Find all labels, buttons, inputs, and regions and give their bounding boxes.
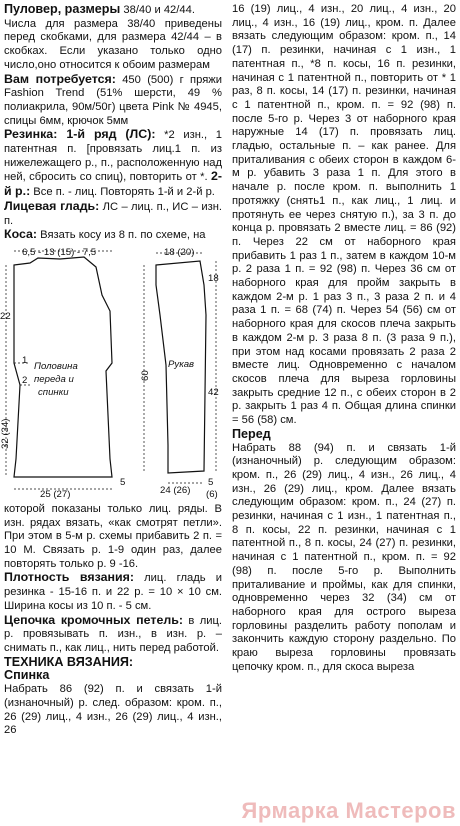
sleeve-label: Рукав [168, 358, 195, 370]
edge-text: в лиц. р. провязывать п. изн., в изн. р. – снимать п., как лиц., нить перед работой. [4, 614, 222, 654]
edge-paragraph [4, 614, 222, 656]
body-top-dims: 6,5 - 13 (15) - 7,5 [22, 246, 97, 258]
sleeve-dim-height: 60 [140, 370, 151, 381]
stockinette-paragraph [4, 200, 222, 228]
body-label-line1: Половина [34, 360, 78, 372]
stockinette-text: ЛС – лиц. п., ИС – изн. п. [4, 200, 222, 227]
schematic-drawing [0, 245, 228, 499]
sleeve-dim-top: 18 (20) [164, 246, 195, 258]
gauge-label: Плотность вязания: [4, 570, 134, 585]
pattern-schematic [0, 245, 228, 499]
right-column [232, 3, 456, 674]
title-paragraph [4, 3, 222, 18]
back-heading: Спинка [4, 668, 50, 683]
body-label-line2: переда и [34, 373, 74, 385]
gauge-text: лиц. гладь и резинка - 15-16 п. и 22 р. = 10 × 10 см. Ширина косы из 10 п. - 5 см. [4, 572, 222, 612]
watermark: Ярмарка Мастеров [241, 798, 456, 823]
sleeve-dim-right-bottom: 42 [208, 386, 219, 398]
pattern-sizes: 38/40 и 42/44. [120, 4, 195, 16]
left-column [0, 2, 222, 738]
body-dim-25: 25 (27) [40, 488, 71, 499]
sleeve-dim-bottom-r2: (6) [206, 488, 218, 499]
materials-text: 450 (500) г пряжи Fashion Trend (51% шерсти, 49 % полиакрила, 90м/50г) цвета Pink № 4945, спицы 6мм, крючок 5мм [4, 73, 222, 127]
cable-label: Коса: [4, 227, 38, 242]
gauge-paragraph [4, 571, 222, 613]
cable-paragraph [4, 228, 222, 243]
front-heading: Перед [232, 426, 271, 441]
rib-text-row2: Все п. - лиц. Повторять 1-й и 2-й р. [30, 186, 215, 199]
body-label-line3: спинки [38, 386, 69, 398]
rib-label: Резинка: 1-й ряд (ЛС): [4, 127, 156, 142]
rib-text: *2 изн., 1 патентная п. [провязать лиц.1 п. из нижележащего р., п., расположенную над ней, сбросить со спиц), повторить от *. [4, 129, 222, 184]
intro-paragraph: Числа для размера 38/40 приведены перед скобками, для размера 42/44 – в скобках. Если указано только одно число,оно относится к обоим размерам [4, 17, 222, 71]
sleeve-dim-bottom-r: 5 [208, 476, 214, 488]
cable-text: Вязать косу из 8 п. по схеме, на [37, 229, 206, 242]
sleeve-dim-right-top: 18 [208, 272, 219, 284]
body-dim-22: 22 [0, 310, 11, 322]
back-continued-paragraph: 16 (19) лиц., 4 изн., 20 лиц., 4 изн., 20 лиц., 4 изн., 16 (19) лиц., кром. п. Далее вязать следующим образом: кром. п., 14 (17) п. резинки, начиная с 1 изн., 1 патентная п., *8 п. косы, 16 п. резинки, начиная с 1 патентной п., повторить от * 1 раз, 8 п. косы, 14 (17) п. резинки, начиная с 1 патентной п., кром. п. = 92 (98) п. после 5-го р. Через 3 от наборного края наружные 14 (17) п. провязать лиц. гладью, остальные п. – как ранее. Для приталивания с обеих сторон в каждом 6-м р. убавить 3 раза 1 п. Для этого в начале р. после кром. п. выполнить 1 протяжку (снять1 п., как лиц., 1 лиц. и протянуть ее через снятую п.), за 3 п. до конца р. провязать 2 вместе лиц. = 86 (92) п. Через 22 см от наборного края прибавить 1 раз 1 п., затем в каждом 10-м р. 2 раза 1 п. = 92 (98) п. Через 36 см от наборного края для пройм закрыть в каждом 2-м р. 1 раз 3 п., 3 раза 2 п. и 4 раза 1 п. = 68 (74) п. Через 54 (56) см от наборного края для скосов плеча закрыть в каждом 2-м р. 3 раза 8 п. (3 раза 9 п.), при этом над косами провязать 2 раза 2 вместе лиц. Одновременно с началом скосов плеча для выреза горловины закрыть средние 12 п., с обеих сторон в 2 р. закрыть 1 раз 4 п. Общая длина спинки = 56 (58) см. [232, 3, 456, 427]
body-dim-32: 32 (34) [0, 418, 11, 449]
edge-label: Цепочка кромочных петель: [4, 612, 183, 627]
cable-continued-paragraph: которой показаны только лиц. ряды. В изн. рядах вязать, «как смотрят петли». При этом в 5-м р. схемы прибавить 2 п. = 10 М. Связать р. 1-9 один раз, далее повторять только р. 9 -16. [4, 502, 222, 570]
body-dim-5: 5 [120, 476, 126, 488]
technique-heading: ТЕХНИКА ВЯЗАНИЯ: [4, 654, 134, 669]
materials-paragraph [4, 73, 222, 129]
body-dim-1: 1 [22, 354, 28, 366]
stockinette-label: Лицевая гладь: [4, 198, 100, 213]
body-dim-2: 2 [22, 374, 28, 386]
back-paragraph: Набрать 86 (92) п. и связать 1-й (изнаночный) р. след. образом: кром. п., 26 (29) лиц., 4 изн., 26 (29) лиц., 4 изн., 26 [4, 683, 222, 737]
materials-label: Вам потребуется: [4, 71, 116, 86]
pattern-title: Пуловер, размеры [4, 2, 121, 16]
front-paragraph: Набрать 88 (94) п. и связать 1-й (изнаночный) р. следующим образом: кром. п., 26 (29) лиц., 4 изн., 26 лиц., 4 изн., 26 (29) лиц., кром. Далее вязать следующим образом: кром. п., 24 (27) п. резинки, начиная с 1 изн., 1 патентная п., 8 п. косы, 22 п. резинки, начиная с 1 патентной п., 8 п. косы, 24 (27) п. резинки, начиная с 1 патентной п., кром. п. = 92 (98) п. после 5-го р. Выполнить приталивание и проймы, как для спинки, одновременно через 32 (34) см от наборного края для острого выреза горловины разделить работу пополам и закончить каждую сторону раздельно. По краю выреза горловины провязать цепочку кром. п., для скоса выреза [232, 441, 456, 673]
rib-paragraph [4, 128, 222, 200]
rib-label-row2: 2-й р.: [4, 169, 222, 199]
sleeve-dim-bottom: 24 (26) [160, 484, 191, 496]
